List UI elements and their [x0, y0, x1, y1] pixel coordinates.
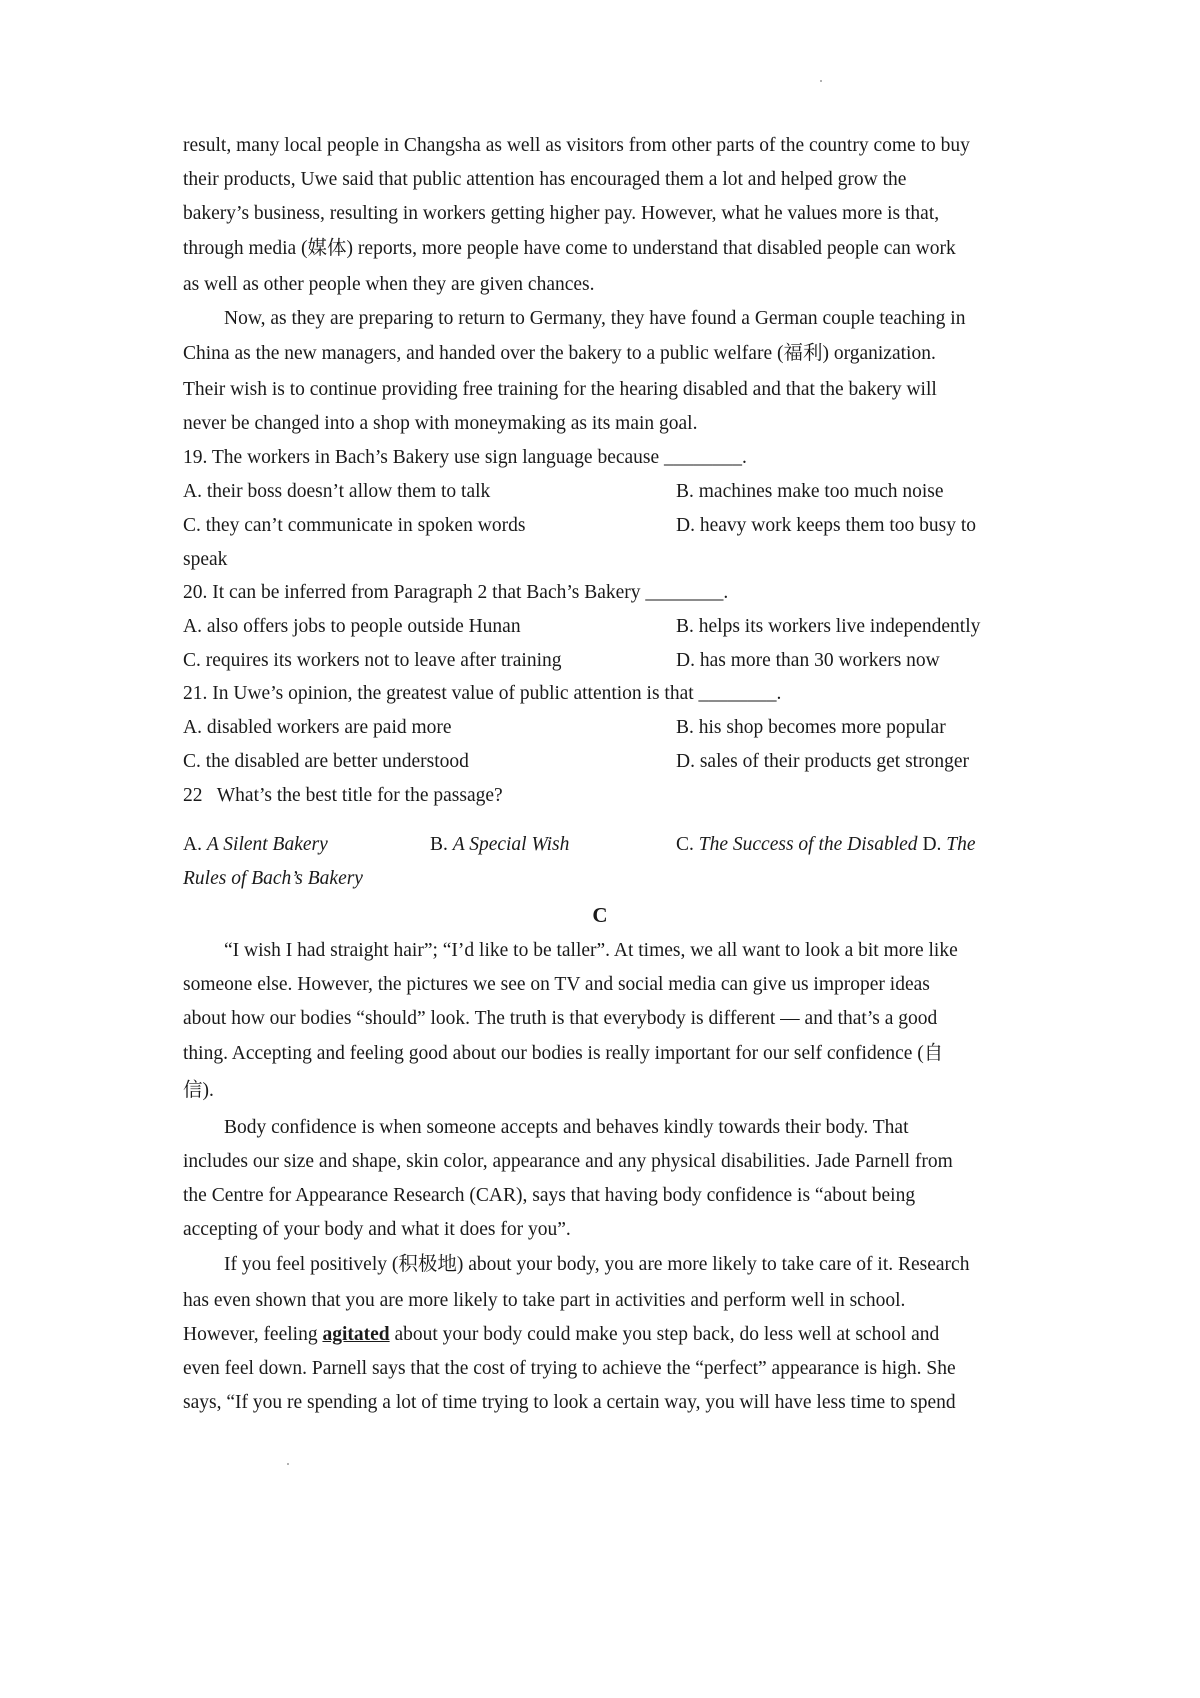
paragraph-line: says, “If you re spending a lot of time trying to look a certain way, you will have less time to spend — [183, 1392, 956, 1413]
underlined-word: agitated — [322, 1324, 390, 1345]
question-20-option-b: B. helps its workers live independently — [676, 616, 981, 637]
paragraph-line: includes our size and shape, skin color, appearance and any physical disabilities. Jade Parnell from — [183, 1151, 953, 1172]
paragraph-line: the Centre for Appearance Research (CAR), says that having body confidence is “about being — [183, 1185, 916, 1206]
paragraph-line: Body confidence is when someone accepts and behaves kindly towards their body. That — [224, 1117, 909, 1138]
paragraph-line: about how our bodies “should” look. The truth is that everybody is different — and that’s a good — [183, 1008, 938, 1029]
paragraph-line: through media (媒体) reports, more people have come to understand that disabled people can work — [183, 238, 956, 259]
question-21-option-d: D. sales of their products get stronger — [676, 751, 969, 772]
question-19-option-a: A. their boss doesn’t allow them to talk — [183, 481, 491, 502]
paragraph-line: If you feel positively (积极地) about your body, you are more likely to take care of it. Research — [224, 1254, 970, 1275]
section-heading: C — [592, 903, 608, 927]
question-22-option-b: B. A Special Wish — [430, 834, 570, 855]
paragraph-line: thing. Accepting and feeling good about our bodies is really important for our self confidence (自 — [183, 1043, 944, 1064]
question-20-stem: 20. It can be inferred from Paragraph 2 that Bach’s Bakery ________. — [183, 582, 729, 603]
paragraph-line: even feel down. Parnell says that the cost of trying to achieve the “perfect” appearance is high. She — [183, 1358, 956, 1379]
question-22-stem: 22 What’s the best title for the passage? — [183, 785, 503, 806]
paragraph-line: as well as other people when they are given chances. — [183, 274, 595, 295]
paragraph-line: 信). — [183, 1080, 214, 1101]
paragraph-line: China as the new managers, and handed over the bakery to a public welfare (福利) organization. — [183, 343, 936, 364]
paragraph-line: Now, as they are preparing to return to Germany, they have found a German couple teaching in — [224, 308, 966, 329]
scan-speck — [820, 80, 822, 82]
question-21-option-b: B. his shop becomes more popular — [676, 717, 946, 738]
question-22-option-c-d: C. The Success of the Disabled D. The — [676, 834, 976, 855]
question-22-option-d-continued: Rules of Bach’s Bakery — [183, 868, 363, 889]
question-19-option-d: D. heavy work keeps them too busy to — [676, 515, 977, 536]
question-19-option-d-continued: speak — [183, 549, 228, 570]
paragraph-line: their products, Uwe said that public attention has encouraged them a lot and helped grow the — [183, 169, 907, 190]
paragraph-line: accepting of your body and what it does for you”. — [183, 1219, 571, 1240]
paragraph-line: Their wish is to continue providing free training for the hearing disabled and that the bakery will — [183, 379, 937, 400]
paragraph-line: has even shown that you are more likely to take part in activities and perform well in school. — [183, 1290, 906, 1311]
question-21-option-c: C. the disabled are better understood — [183, 751, 469, 772]
paragraph-line: result, many local people in Changsha as well as visitors from other parts of the country come to buy — [183, 135, 970, 156]
question-20-option-a: A. also offers jobs to people outside Hunan — [183, 616, 521, 637]
question-19-option-b: B. machines make too much noise — [676, 481, 944, 502]
paragraph-line: someone else. However, the pictures we see on TV and social media can give us improper ideas — [183, 974, 930, 995]
question-19-stem: 19. The workers in Bach’s Bakery use sign language because ________. — [183, 447, 747, 468]
paragraph-line: However, feeling agitated about your body could make you step back, do less well at school and — [183, 1324, 940, 1345]
paragraph-line: “I wish I had straight hair”; “I’d like to be taller”. At times, we all want to look a bit more like — [224, 940, 958, 961]
question-21-stem: 21. In Uwe’s opinion, the greatest value of public attention is that ________. — [183, 683, 782, 704]
scan-speck — [287, 1463, 289, 1465]
question-22-option-a: A. A Silent Bakery — [183, 834, 328, 855]
question-19-option-c: C. they can’t communicate in spoken words — [183, 515, 526, 536]
question-20-option-d: D. has more than 30 workers now — [676, 650, 940, 671]
paragraph-line: never be changed into a shop with moneymaking as its main goal. — [183, 413, 698, 434]
question-21-option-a: A. disabled workers are paid more — [183, 717, 452, 738]
paragraph-line: bakery’s business, resulting in workers getting higher pay. However, what he values more is that, — [183, 203, 940, 224]
question-20-option-c: C. requires its workers not to leave after training — [183, 650, 562, 671]
